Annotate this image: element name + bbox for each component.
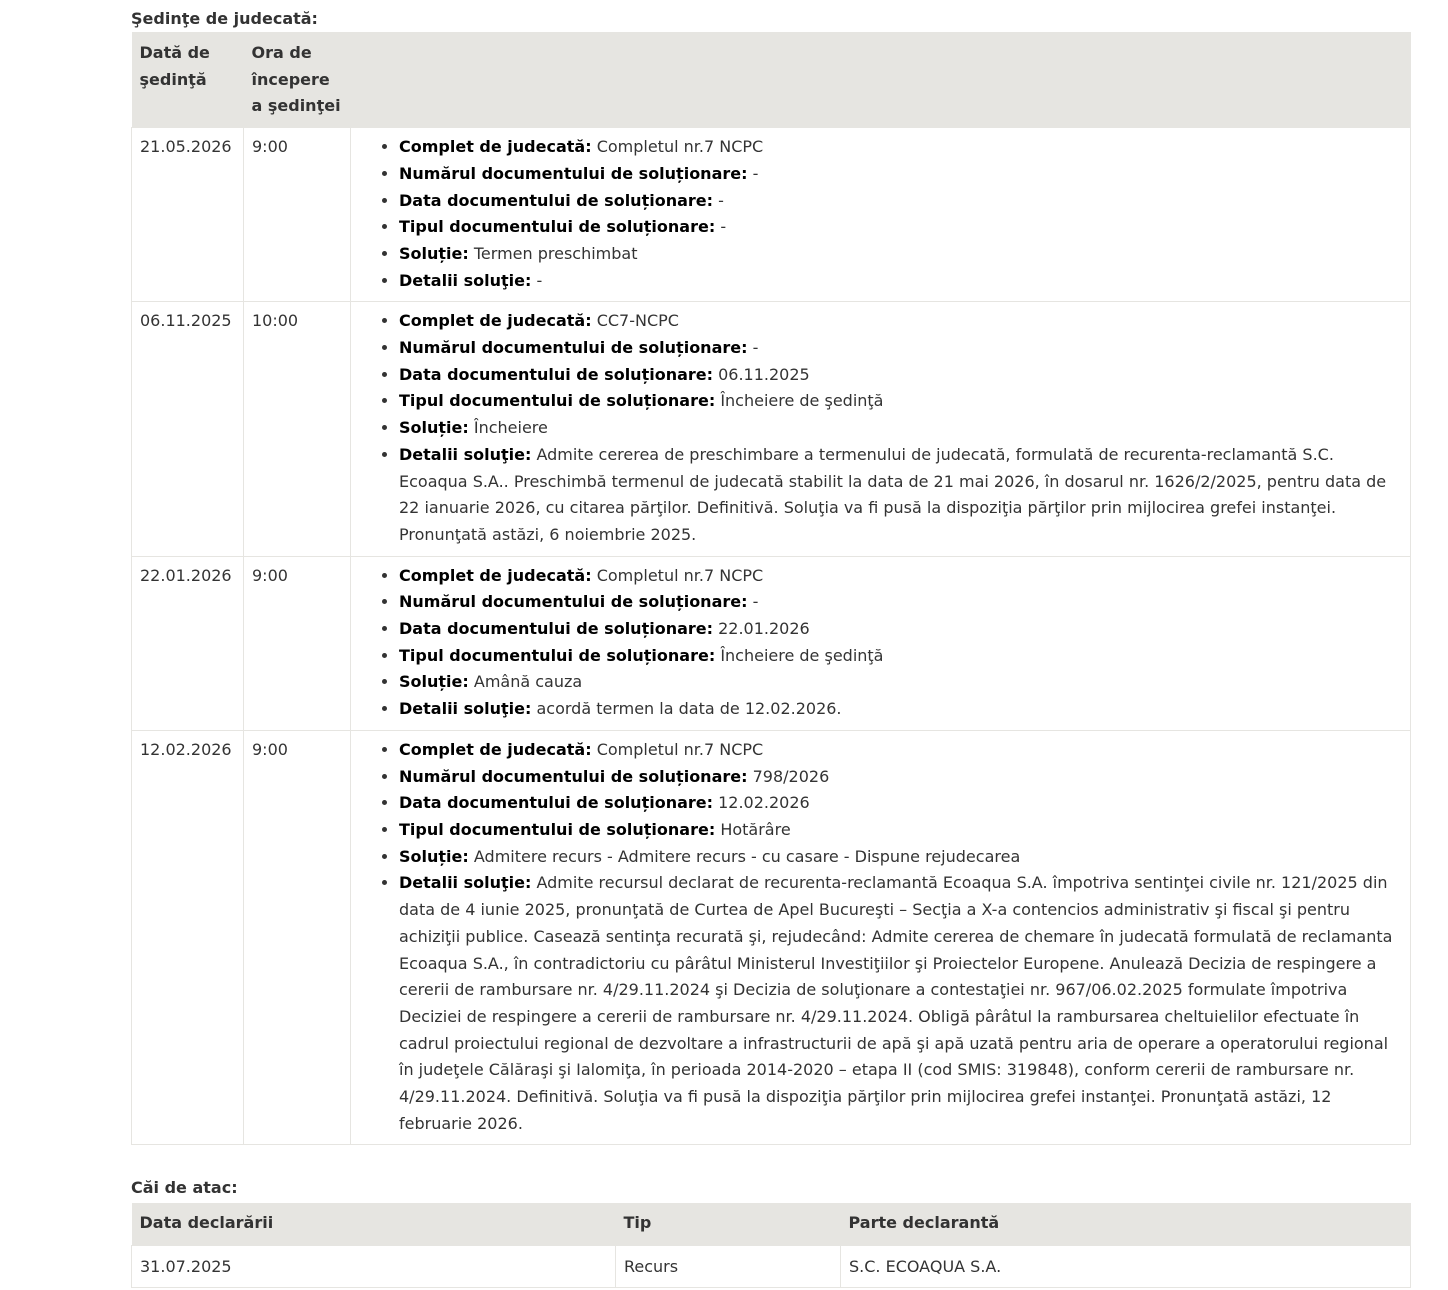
detail-value: Admite cererea de preschimbare a termenului de judecată, formulată de recurenta-reclamantă S.C. Ecoaqua S.A.. Preschimbă termenul de judecată stabilit la data de 21 mai 2026, în dosarul nr. 1626/2/2025, pentru data de 22 ianuarie 2026, cu citarea părţilor. Definitivă. Soluţia va fi pusă la dispoziţia părţilor prin mijlocirea grefei instanţei. Pronunţată astăzi, 6 noiembrie 2025.: [399, 444, 1387, 544]
detail-item-tip: [399, 388, 1402, 415]
detail-label: Complet de judecată:: [399, 137, 592, 157]
detail-value: 22.01.2026: [718, 619, 810, 639]
detail-value: -: [752, 163, 759, 183]
detail-item-complet: [399, 134, 1402, 161]
case-details: [131, 0, 1411, 1288]
detail-item-data-doc: [399, 188, 1402, 215]
hearing-time: 10:00: [244, 302, 351, 556]
hearing-details-list: [359, 134, 1402, 294]
hearings-body: [132, 128, 1411, 1145]
hearing-date: 06.11.2025: [132, 302, 244, 556]
detail-label: Tipul documentului de soluționare:: [399, 391, 716, 411]
detail-item-complet: [399, 737, 1402, 764]
hearing-details-list: [359, 737, 1402, 1138]
hearing-details: [351, 128, 1411, 302]
detail-label: Tipul documentului de soluționare:: [399, 819, 716, 839]
appeal-party: S.C. ECOAQUA S.A.: [841, 1246, 1411, 1288]
detail-label: Soluție:: [399, 846, 469, 866]
header-appeal-type: Tip: [616, 1203, 841, 1246]
hearing-row: [132, 128, 1411, 302]
hearing-time: 9:00: [244, 556, 351, 730]
hearings-title: Şedinţe de judecată:: [131, 9, 318, 28]
detail-label: Data documentului de soluționare:: [399, 619, 714, 639]
detail-value: 06.11.2025: [718, 364, 810, 384]
detail-value: Amână cauza: [473, 672, 583, 692]
appeals-table: [131, 1203, 1411, 1288]
detail-value: Încheiere: [473, 418, 548, 438]
detail-label: Detalii soluţie:: [399, 444, 532, 464]
detail-item-numar: [399, 764, 1402, 791]
detail-value: -: [752, 338, 759, 358]
detail-value: Completul nr.7 NCPC: [596, 739, 764, 759]
detail-value: Hotărâre: [720, 819, 791, 839]
header-hearing-date: Dată de şedinţă: [132, 32, 244, 128]
detail-value: 12.02.2026: [718, 793, 810, 813]
header-hearing-time: Ora de începere a şedinţei: [244, 32, 351, 128]
detail-value: Completul nr.7 NCPC: [596, 565, 764, 585]
hearing-row: [132, 730, 1411, 1145]
appeals-title: Căi de atac:: [131, 1178, 238, 1198]
appeals-header-row: [132, 1203, 1411, 1246]
detail-label: Complet de judecată:: [399, 311, 592, 331]
detail-label: Numărul documentului de soluționare:: [399, 338, 748, 358]
detail-value: Completul nr.7 NCPC: [596, 137, 764, 157]
detail-item-detalii: [399, 696, 1402, 723]
detail-item-detalii: [399, 870, 1402, 1137]
detail-label: Numărul documentului de soluționare:: [399, 766, 748, 786]
detail-value: 798/2026: [752, 766, 830, 786]
hearing-date: 22.01.2026: [132, 556, 244, 730]
hearing-time: 9:00: [244, 128, 351, 302]
hearing-details: [351, 730, 1411, 1145]
appeal-row: [132, 1246, 1411, 1288]
detail-label: Numărul documentului de soluționare:: [399, 592, 748, 612]
detail-label: Complet de judecată:: [399, 565, 592, 585]
detail-item-tip: [399, 817, 1402, 844]
header-appeal-date: Data declarării: [132, 1203, 616, 1246]
hearing-row: [132, 302, 1411, 556]
header-appeal-party: Parte declarantă: [841, 1203, 1411, 1246]
hearing-row: [132, 556, 1411, 730]
detail-label: Detalii soluţie:: [399, 699, 532, 719]
hearing-date: 12.02.2026: [132, 730, 244, 1145]
hearing-details: [351, 556, 1411, 730]
detail-item-solutie: [399, 241, 1402, 268]
header-hearing-details: [351, 32, 1411, 128]
detail-item-data-doc: [399, 362, 1402, 389]
detail-value: Termen preschimbat: [473, 243, 638, 263]
detail-label: Soluție:: [399, 672, 469, 692]
hearings-header-row: [132, 32, 1411, 128]
detail-label: Soluție:: [399, 418, 469, 438]
detail-label: Numărul documentului de soluționare:: [399, 163, 748, 183]
hearing-details-list: [359, 563, 1402, 723]
detail-item-tip: [399, 214, 1402, 241]
detail-label: Data documentului de soluționare:: [399, 793, 714, 813]
hearing-time: 9:00: [244, 730, 351, 1145]
hearings-table: [131, 32, 1411, 1145]
detail-value: -: [752, 592, 759, 612]
detail-value: Admitere recurs - Admitere recurs - cu casare - Dispune rejudecarea: [473, 846, 1021, 866]
detail-label: Detalii soluţie:: [399, 873, 532, 893]
detail-item-detalii: [399, 442, 1402, 549]
detail-value: Admite recursul declarat de recurenta-reclamantă Ecoaqua S.A. împotriva sentinţei civile nr. 121/2025 din data de 4 iunie 2025, pronunţată de Curtea de Apel Bucureşti – Secţia a X-a contencios administrativ şi fiscal şi pentru achiziţii publice. Casează sentinţa recurată şi, rejudecând: Admite cererea de chemare în judecată formulată de reclamanta Ecoaqua S.A., în contradictoriu cu pârâtul Ministerul Investiţiilor şi Proiectelor Europene. Anulează Decizia de respingere a cererii de rambursare nr. 4/29.11.2024 şi Decizia de soluţionare a contestaţiei nr. 967/06.02.2025 formulate împotriva Deciziei de respingere a cererii de rambursare nr. 4/29.11.2024. Obligă pârâtul la rambursarea cheltuielilor efectuate în cadrul proiectului regional de dezvoltare a infrastructurii de apă şi apă uzată pentru aria de operare a operatorului regional în judeţele Călăraşi şi Ialomiţa, în perioada 2014-2020 – etapa II (cod SMIS: 319848), conform cererii de rambursare nr. 4/29.11.2024. Definitivă. Soluţia va fi pusă la dispoziţia părţilor prin mijlocirea grefei instanţei. Pronunţată astăzi, 12 februarie 2026.: [399, 873, 1393, 1133]
detail-label: Tipul documentului de soluționare:: [399, 645, 716, 665]
appeal-type: Recurs: [616, 1246, 841, 1288]
detail-value: Încheiere de şedinţă: [720, 391, 884, 411]
appeal-date: 31.07.2025: [132, 1246, 616, 1288]
detail-value: acordă termen la data de 12.02.2026.: [536, 699, 842, 719]
detail-label: Detalii soluţie:: [399, 270, 532, 290]
detail-label: Complet de judecată:: [399, 739, 592, 759]
detail-label: Soluție:: [399, 243, 469, 263]
hearing-details: [351, 302, 1411, 556]
detail-item-complet: [399, 563, 1402, 590]
detail-item-detalii: [399, 268, 1402, 295]
hearing-date: 21.05.2026: [132, 128, 244, 302]
detail-item-data-doc: [399, 790, 1402, 817]
appeals-body: [132, 1246, 1411, 1288]
detail-item-numar: [399, 589, 1402, 616]
detail-item-data-doc: [399, 616, 1402, 643]
detail-value: CC7-NCPC: [596, 311, 679, 331]
detail-item-numar: [399, 161, 1402, 188]
detail-item-solutie: [399, 669, 1402, 696]
detail-label: Data documentului de soluționare:: [399, 364, 714, 384]
detail-item-numar: [399, 335, 1402, 362]
detail-label: Data documentului de soluționare:: [399, 190, 714, 210]
detail-value: -: [720, 217, 727, 237]
detail-value: Încheiere de şedinţă: [720, 645, 884, 665]
detail-item-tip: [399, 643, 1402, 670]
detail-item-solutie: [399, 844, 1402, 871]
detail-label: Tipul documentului de soluționare:: [399, 217, 716, 237]
detail-value: -: [718, 190, 724, 210]
detail-item-solutie: [399, 415, 1402, 442]
hearing-details-list: [359, 308, 1402, 548]
detail-value: -: [536, 270, 543, 290]
detail-item-complet: [399, 308, 1402, 335]
